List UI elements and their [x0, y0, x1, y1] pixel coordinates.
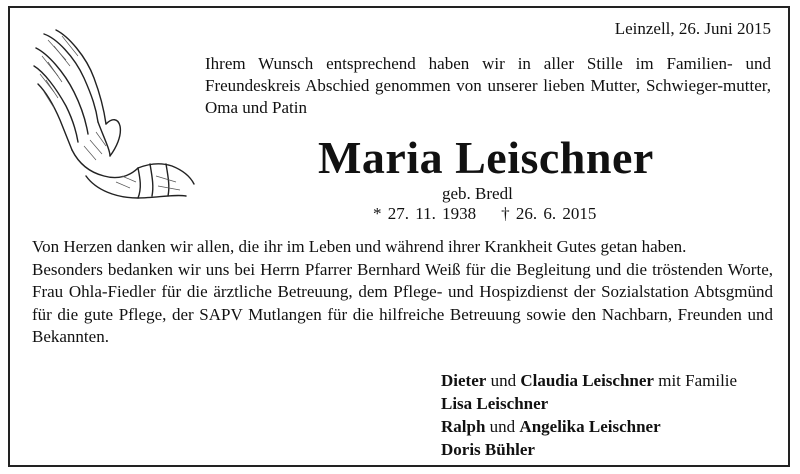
place-date: Leinzell, 26. Juni 2015 — [614, 19, 771, 38]
thanks-text — [32, 236, 773, 349]
maiden-name: geb. Bredl — [442, 184, 513, 203]
signature-line-4: Doris Bühler — [441, 440, 535, 459]
signature-line-3: Ralph und Angelika Leischner — [441, 417, 661, 436]
signature-line-1: Dieter und Claudia Leischner mit Familie — [441, 371, 738, 390]
thanks-paragraph-1: Von Herzen danken wir allen, die ihr im Leben und während ihrer Krankheit Gutes getan haben. — [32, 237, 687, 256]
signature-block — [441, 369, 737, 461]
praying-hands-icon — [26, 26, 196, 206]
deceased-name: Maria Leischner — [318, 132, 654, 183]
birth-date: * 27. 11. 1938 — [373, 204, 477, 223]
signature-line-2: Lisa Leischner — [441, 394, 549, 413]
life-dates — [373, 204, 596, 224]
death-date: † 26. 6. 2015 — [501, 204, 597, 223]
thanks-paragraph-2: Besonders bedanken wir uns bei Herrn Pfarrer Bernhard Weiß für die Begleitung und die tröstenden Worte, Frau Ohla-Fiedler für die ärztliche Betreuung, dem Pflege- und Hospizdienst der Sozialstation Abtsgmünd für die gute Pflege, der SAPV Mutlangen für die hilfreiche Betreuung sowie den Nachbarn, Freunden und Bekannten. — [32, 259, 773, 346]
intro-text: Ihrem Wunsch entsprechend haben wir in aller Stille im Familien- und Freundeskreis Abschied genommen von unserer lieben Mutter, Schwieger-mutter, Oma und Patin — [205, 54, 771, 117]
